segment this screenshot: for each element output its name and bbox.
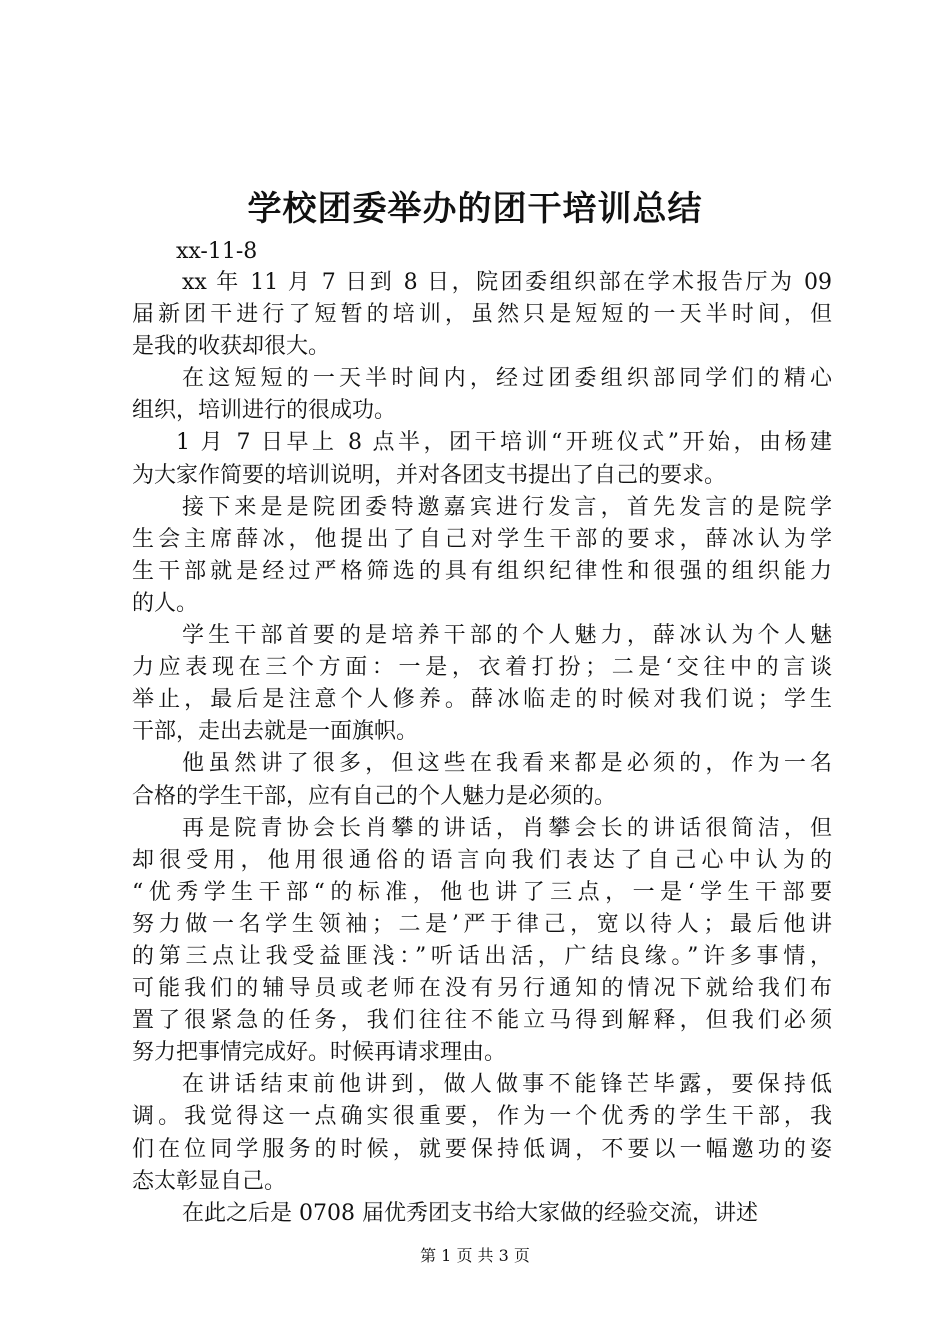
paragraph-line: 的人。 [132, 590, 199, 616]
paragraph-line: 却很受用，他用很通俗的语言向我们表达了自己心中认为的 [132, 847, 832, 873]
paragraph [132, 748, 832, 812]
document-title: 学校团委举办的团干培训总结 [247, 189, 703, 229]
paragraph [132, 492, 832, 620]
paragraph-line: 他虽然讲了很多，但这些在我看来都是必须的，作为一名 [182, 751, 832, 777]
paragraph-line: xx 年 11 月 7 日到 8 日，院团委组织部在学术报告厅为 09 [182, 270, 832, 295]
paragraph-line: 力应表现在三个方面：一是，衣着打扮；二是‘交往中的言谈 [132, 655, 832, 681]
paragraph-line: 干部，走出去就是一面旗帜。 [132, 719, 419, 745]
paragraph-line: 调。我觉得这一点确实很重要，作为一个优秀的学生干部，我 [132, 1104, 832, 1130]
paragraph-line: 在此之后是 0708 届优秀团支书给大家做的经验交流，讲述 [182, 1200, 758, 1226]
paragraph-line: 接下来是是院团委特邀嘉宾进行发言，首先发言的是院学 [182, 494, 832, 520]
paragraph-line: “优秀学生干部“的标准，他也讲了三点，一是‘学生干部要 [132, 879, 832, 905]
paragraph-line: 届新团干进行了短暂的培训，虽然只是短短的一天半时间，但 [132, 302, 832, 328]
paragraph [132, 620, 832, 748]
paragraph-line: 努力把事情完成好。时候再请求理由。 [132, 1040, 507, 1066]
paragraph-line: 可能我们的辅导员或老师在没有另行通知的情况下就给我们布 [132, 976, 832, 1002]
paragraph-line: 生会主席薛冰，他提出了自己对学生干部的要求，薛冰认为学 [132, 526, 832, 552]
paragraph-line: 1 月 7 日早上 8 点半，团干培训“开班仪式”开始，由杨建 [176, 430, 832, 456]
paragraph-line: 的第三点让我受益匪浅：”听话出活，广结良缘。”许多事情， [132, 943, 832, 969]
paragraph-line: 努力做一名学生领袖；二是’严于律己，宽以待人；最后他讲 [132, 911, 832, 937]
paragraph-line: 生干部就是经过严格筛选的具有组织纪律性和很强的组织能力 [132, 558, 832, 584]
paragraph-line: 在这短短的一天半时间内，经过团委组织部同学们的精心 [182, 366, 832, 392]
paragraph-line: 合格的学生干部，应有自己的个人魅力是必须的。 [132, 783, 617, 809]
page-footer: 第 1 页 共 3 页 [420, 1246, 530, 1265]
paragraph-line: 举止，最后是注意个人修养。薛冰临走的时候对我们说；学生 [132, 687, 832, 713]
paragraph-line: 是我的收获却很大。 [132, 334, 331, 360]
paragraph-line: 为大家作简要的培训说明，并对各团支书提出了自己的要求。 [132, 462, 727, 488]
paragraph-line: 再是院青协会长肖攀的讲话，肖攀会长的讲话很简洁，但 [182, 815, 832, 841]
paragraph-line: 态太彰显自己。 [132, 1168, 287, 1194]
paragraph-line: 们在位同学服务的时候，就要保持低调，不要以一幅邀功的姿 [132, 1136, 832, 1162]
paragraph [132, 427, 832, 491]
paragraph-line: 组织，培训进行的很成功。 [132, 398, 397, 424]
paragraph-line: 置了很紧急的任务，我们往往不能立马得到解释，但我们必须 [132, 1008, 832, 1034]
paragraph-line: 在讲话结束前他讲到，做人做事不能锋芒毕露，要保持低 [182, 1072, 832, 1098]
paragraph [132, 363, 832, 427]
document-date: xx-11-8 [176, 239, 258, 264]
paragraph [132, 813, 832, 1070]
paragraph-line: 学生干部首要的是培养干部的个人魅力，薛冰认为个人魅 [182, 623, 832, 649]
document-body [132, 267, 832, 1230]
paragraph [132, 1198, 832, 1230]
paragraph [132, 1069, 832, 1197]
paragraph [132, 267, 832, 363]
